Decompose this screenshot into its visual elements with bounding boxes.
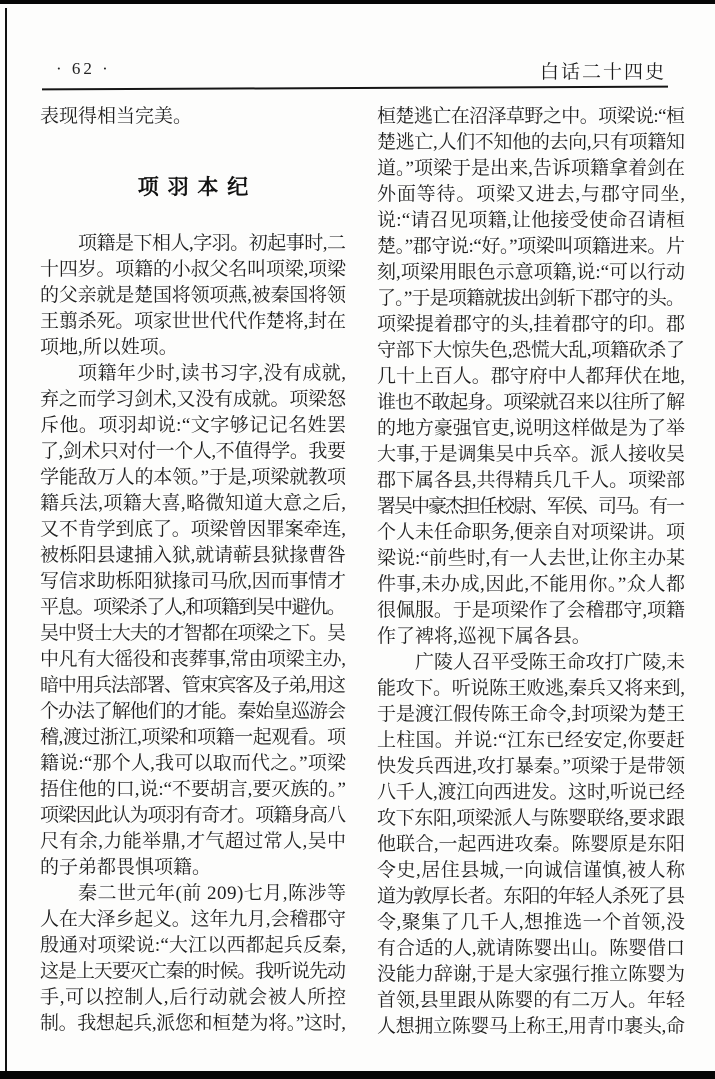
scan-border-bottom	[0, 1071, 715, 1079]
text-line: 上柱国。并说:“江东已经安定,你要赶	[377, 730, 686, 751]
text-line: 快发兵西进,攻打暴秦。”项梁于是带领	[377, 756, 686, 777]
text-line: 没能力辞谢,于是大家强行推立陈婴为	[377, 964, 685, 985]
text-line: 说:“请召见项籍,让他接受使命召请桓	[377, 210, 686, 231]
text-line: 写信求助栎阳狱掾司马欣,因而事情才	[40, 571, 346, 592]
text-line: 稽,渡过浙江,项梁和项籍一起观看。项	[40, 727, 346, 748]
text-line: 秦二世元年(前 209)七月,陈涉等	[78, 883, 347, 904]
header-rule	[42, 86, 668, 91]
text-line: 他联合,一起西进攻秦。陈婴原是东阳	[377, 834, 685, 855]
text-line: 攻下东阳,项梁派人与陈婴联络,要求跟	[377, 808, 685, 829]
text-line: 广陵人召平受陈王命攻打广陵,未	[415, 652, 685, 673]
text-line: 籍说:“那个人,我可以取而代之。”项梁	[40, 753, 347, 774]
text-line: 有合适的人,就请陈婴出山。陈婴借口	[377, 938, 685, 959]
text-line: 能攻下。听说陈王败逃,秦兵又将来到,	[377, 678, 685, 699]
text-line: 王翦杀死。项家世世代代作楚将,封在	[40, 311, 346, 332]
text-line: 表现得相当完美。	[40, 106, 193, 127]
text-line: 手,可以控制人,后行动就会被人所控	[40, 987, 347, 1008]
text-line: 守部下大惊失色,恐慌大乱,项籍砍杀了	[377, 340, 685, 361]
running-head-title: 白话二十四史	[539, 62, 666, 83]
text-line: 刻,项梁用眼色示意项籍,说:“可以行动	[377, 262, 685, 283]
text-line: 又不肯学到底了。项梁曾因罪案牵连,	[40, 519, 346, 540]
text-line: 平息。项梁杀了人,和项籍到吴中避仇。	[40, 597, 345, 618]
text-line: 这是上天要灭亡秦的时候。我听说先动	[40, 961, 345, 982]
text-line: 人在大泽乡起义。这年九月,会稽郡守	[40, 909, 346, 930]
text-line: 捂住他的口,说:“不要胡言,要灭族的。”	[40, 779, 346, 800]
text-line: 项地,所以姓项。	[40, 337, 178, 358]
text-line: 道为敦厚长者。东阳的年轻人杀死了县	[377, 886, 685, 907]
page-number: · 62 ·	[56, 59, 111, 78]
text-line: 的地方豪强官吏,说明这样做是为了举	[377, 418, 685, 439]
text-line: 桓楚逃亡在沼泽草野之中。项梁说:“桓	[377, 106, 685, 127]
text-line: 制。我想起兵,派您和桓楚为将。”这时,	[40, 1013, 346, 1034]
text-line: 个人未任命职务,便亲自对项梁讲。项	[377, 522, 685, 543]
text-line: 令史,居住县城,一向诚信谨慎,被人称	[377, 860, 686, 881]
text-line: 几十上百人。郡守府中人都拜伏在地,	[377, 366, 685, 387]
text-line: 于是渡江假传陈王命令,封项梁为楚王	[377, 704, 685, 725]
text-line: 外面等待。项梁又进去,与郡守同坐,	[377, 184, 686, 205]
left-column	[40, 104, 346, 1037]
text-line: 籍兵法,项籍大喜,略微知道大意之后,	[40, 493, 347, 514]
text-line: 项梁因此认为项羽有奇才。项籍身高八	[40, 805, 345, 826]
text-line: 作了裨将,巡视下属各县。	[377, 626, 591, 647]
text-line: 首领,县里跟从陈婴的有二万人。年轻	[377, 990, 685, 1011]
text-line: 道。”项梁于是出来,告诉项籍拿着剑在	[377, 158, 686, 179]
text-line: 尺有余,力能举鼎,才气超过常人,吴中	[40, 831, 347, 852]
text-line: 吴中贤士大夫的才智都在项梁之下。吴	[40, 623, 345, 644]
text-line: 学能敌万人的本领。”于是,项梁就教项	[40, 467, 346, 488]
text-line: 楚逃亡,人们不知他的去向,只有项籍知	[377, 132, 685, 153]
text-line: 暗中用兵法部署、管束宾客及子弟,用这	[40, 675, 345, 696]
text-line: 梁说:“前些时,有一人去世,让你主办某	[377, 548, 685, 569]
text-line: 十四岁。项籍的小叔父名叫项梁,项梁	[40, 259, 346, 280]
text-line: 八千人,渡江向西进发。这时,听说已经	[377, 782, 685, 803]
chapter-heading: 项羽本纪	[137, 175, 258, 199]
text-line: 了,剑术只对付一个人,不值得学。我要	[40, 441, 346, 462]
text-line: 殷通对项梁说:“大江以西都起兵反秦,	[40, 935, 347, 956]
text-line: 了。”于是项籍就拔出剑斩下郡守的头。	[377, 288, 685, 309]
text-line: 郡下属各县,共得精兵几千人。项梁部	[377, 470, 685, 491]
text-line: 署吴中豪杰担任校尉、军侯、司马。有一	[377, 496, 683, 517]
scan-border-left	[5, 8, 7, 1073]
text-line: 项籍是下相人,字羽。初起事时,二	[78, 233, 346, 254]
text-line: 很佩服。于是项梁作了会稽郡守,项籍	[377, 600, 685, 621]
text-line: 被栎阳县逮捕入狱,就请蕲县狱掾曹咎	[40, 545, 346, 566]
scan-border-top	[0, 0, 715, 4]
text-line: 大事,于是调集吴中兵卒。派人接收吴	[377, 444, 685, 465]
text-line: 中凡有大徭役和丧葬事,常由项梁主办,	[40, 649, 346, 670]
text-line: 谁也不敢起身。项梁就召来以往所了解	[377, 392, 685, 413]
text-line: 项籍年少时,读书习字,没有成就,	[78, 363, 347, 384]
text-line: 项梁提着郡守的头,挂着郡守的印。郡	[377, 314, 685, 335]
text-line: 令,聚集了几千人,想推选一个首领,没	[377, 912, 686, 933]
text-line: 斥他。项羽却说:“文字够记记名姓罢	[40, 415, 347, 436]
right-column	[377, 104, 685, 1040]
text-line: 的父亲就是楚国将领项燕,被秦国将领	[40, 285, 346, 306]
text-line: 个办法了解他们的才能。秦始皇巡游会	[40, 701, 345, 722]
text-line: 的子弟都畏惧项籍。	[40, 857, 212, 878]
text-line: 弃之而学习剑术,又没有成就。项梁怒	[40, 389, 346, 410]
text-line: 人想拥立陈婴马上称王,用青巾裹头,命	[377, 1016, 685, 1037]
text-line: 件事,未办成,因此,不能用你。”众人都	[377, 574, 686, 595]
text-line: 楚。”郡守说:“好。”项梁叫项籍进来。片	[377, 236, 685, 257]
